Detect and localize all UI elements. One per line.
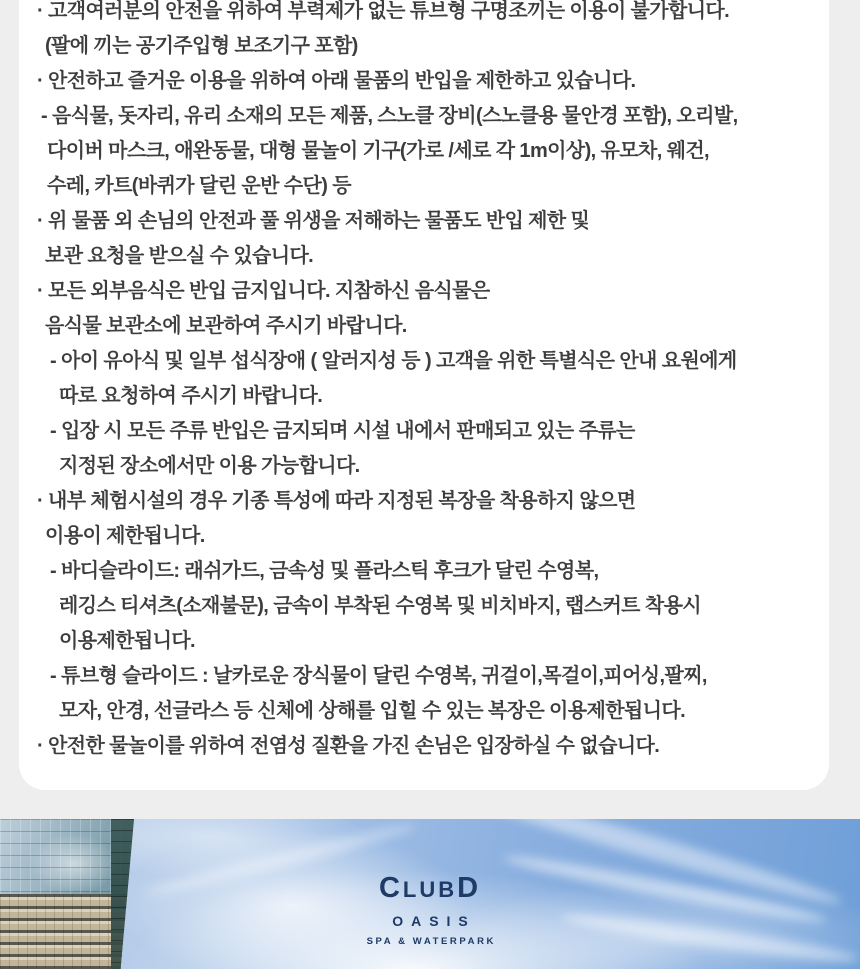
notice-line: · 안전한 물놀이를 위하여 전염성 질환을 가진 손님은 입장하실 수 없습니다. xyxy=(37,735,660,757)
notice-line: 음식물 보관소에 보관하여 주시기 바랍니다. xyxy=(45,315,407,337)
notice-line: - 바디슬라이드: 래쉬가드, 금속성 및 플라스틱 후크가 달린 수영복, xyxy=(50,560,599,582)
logo-tagline: SPA & WATERPARK xyxy=(366,936,497,947)
notice-line: · 안전하고 즐거운 이용을 위하여 아래 물품의 반입을 제한하고 있습니다. xyxy=(37,70,636,92)
logo-letters-lub: LUB xyxy=(402,877,458,902)
logo-oasis-text: OASIS xyxy=(392,913,476,929)
notice-line: 모자, 안경, 선글라스 등 신체에 상해를 입힐 수 있는 복장은 이용제한됩니다. xyxy=(59,700,686,722)
notice-line: 지정된 장소에서만 이용 가능합니다. xyxy=(59,455,360,477)
notice-line: · 내부 체험시설의 경우 기종 특성에 따라 지정된 복장을 착용하지 않으면 xyxy=(37,490,636,512)
notice-line: · 위 물품 외 손님의 안전과 풀 위생을 저해하는 물품도 반입 제한 및 xyxy=(37,210,590,232)
notice-line: 이용이 제한됩니다. xyxy=(45,525,205,547)
notice-text-block xyxy=(19,0,829,764)
notice-line: - 입장 시 모든 주류 반입은 금지되며 시설 내에서 판매되고 있는 주류는 xyxy=(50,420,635,442)
notice-card xyxy=(19,0,829,790)
logo-wordmark xyxy=(0,874,860,903)
logo-letter-d: D xyxy=(457,872,482,904)
notice-line: (팔에 끼는 공기주입형 보조기구 포함) xyxy=(45,35,358,57)
notice-line: · 모든 외부음식은 반입 금지입니다. 지참하신 음식물은 xyxy=(37,280,490,302)
clubd-logo xyxy=(0,819,860,947)
logo-letter-c: C xyxy=(378,872,403,904)
notice-line: 이용제한됩니다. xyxy=(59,630,195,652)
notice-line: 따로 요청하여 주시기 바랍니다. xyxy=(59,385,323,407)
notice-line: · 고객여러분의 안전을 위하여 부력제가 없는 튜브형 구명조끼는 이용이 불가합니다. xyxy=(37,0,730,22)
notice-line: 레깅스 티셔츠(소재불문), 금속이 부착된 수영복 및 비치바지, 랩스커트 착용시 xyxy=(59,595,702,617)
notice-line: 다이버 마스크, 애완동물, 대형 물놀이 기구(가로 /세로 각 1m이상), 유모차, 웨건, xyxy=(47,140,710,162)
notice-line: - 아이 유아식 및 일부 섭식장애 ( 알러지성 등 ) 고객을 위한 특별식은 안내 요원에게 xyxy=(50,350,737,372)
notice-line: - 튜브형 슬라이드 : 날카로운 장식물이 달린 수영복, 귀걸이,목걸이,피어싱,팔찌, xyxy=(50,665,707,687)
footer-photo-banner xyxy=(0,819,860,969)
notice-line: 수레, 카트(바퀴가 달린 운반 수단) 등 xyxy=(47,175,351,197)
notice-line: - 음식물, 돗자리, 유리 소재의 모든 제품, 스노클 장비(스노클용 물안경 포함), 오리발, xyxy=(41,105,738,127)
notice-line: 보관 요청을 받으실 수 있습니다. xyxy=(45,245,314,267)
